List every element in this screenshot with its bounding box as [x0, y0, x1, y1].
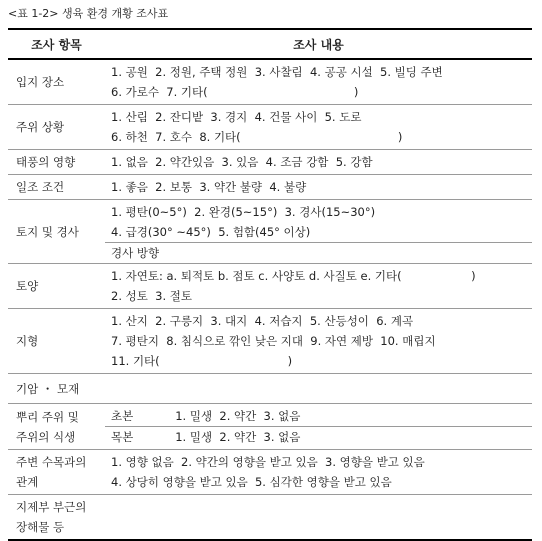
header-item: 조사 항목	[8, 29, 105, 59]
herb-line	[111, 406, 532, 426]
content-typhoon	[105, 150, 532, 175]
content-line: 11. 기타( )	[111, 354, 293, 368]
item-surroundings: 주위 상황	[8, 105, 105, 150]
content-terrain-slope	[105, 200, 532, 264]
item-obstacles	[8, 495, 105, 541]
table-row	[8, 175, 532, 200]
item-typhoon: 태풍의 영향	[8, 150, 105, 175]
content-line: 1. 산지 2. 구릉지 3. 대지 4. 저습지 5. 산등성이 6. 계곡	[111, 314, 414, 328]
content-line: 1. 자연토: a. 퇴적토 b. 점토 c. 사양토 d. 사질토 e. 기타( )	[111, 269, 476, 283]
content-surroundings	[105, 105, 532, 150]
item-root-vegetation	[8, 404, 105, 450]
content-neighbor-trees	[105, 450, 532, 495]
item-neighbor-trees	[8, 450, 105, 495]
item-line: 관계	[16, 475, 39, 489]
content-line: 6. 가로수 7. 기타( )	[111, 85, 359, 99]
item-sunlight: 일조 조건	[8, 175, 105, 200]
survey-table	[8, 28, 532, 541]
content-line: 1. 평탄(0~5°) 2. 완경(5~15°) 3. 경사(15~30°)	[111, 205, 376, 219]
tree-line	[105, 426, 532, 447]
table-row	[8, 374, 532, 404]
table-row	[8, 404, 532, 450]
item-landform: 지형	[8, 309, 105, 374]
content-line: 1. 공원 2. 정원, 주택 정원 3. 사찰림 4. 공공 시설 5. 빌딩 주변	[111, 65, 443, 79]
content-landform	[105, 309, 532, 374]
item-soil: 토양	[8, 264, 105, 309]
header-content: 조사 내용	[105, 29, 532, 59]
table-row	[8, 59, 532, 105]
table-row	[8, 450, 532, 495]
content-bedrock	[105, 374, 532, 404]
content-sunlight	[105, 175, 532, 200]
content-obstacles	[105, 495, 532, 541]
tree-label: 목본	[111, 430, 134, 444]
content-line: 4. 급경(30° ~45°) 5. 험함(45° 이상)	[111, 225, 311, 239]
content-line: 7. 평탄지 8. 침식으로 깎인 낮은 지대 9. 자연 제방 10. 매립지	[111, 334, 436, 348]
item-line: 주변 수목과의	[16, 455, 87, 469]
herb-label: 초본	[111, 409, 134, 423]
content-location	[105, 59, 532, 105]
table-row	[8, 200, 532, 264]
content-line: 1. 영향 없음 2. 약간의 영향을 받고 있음 3. 영향을 받고 있음	[111, 455, 425, 469]
item-terrain-slope: 토지 및 경사	[8, 200, 105, 264]
item-line: 뿌리 주위 및	[16, 409, 79, 424]
tree-options: 1. 밀생 2. 약간 3. 없음	[175, 430, 301, 444]
content-root-vegetation	[105, 404, 532, 450]
item-line: 장해물 등	[16, 520, 65, 534]
table-row	[8, 150, 532, 175]
content-line: 6. 하천 7. 호수 8. 기타( )	[111, 130, 403, 144]
item-line: 주위의 식생	[16, 429, 76, 444]
herb-options: 1. 밀생 2. 약간 3. 없음	[175, 409, 301, 423]
table-row	[8, 264, 532, 309]
content-line: 2. 성토 3. 절토	[111, 289, 193, 303]
table-caption: <표 1-2> 생육 환경 개황 조사표	[8, 7, 169, 20]
content-line: 1. 없음 2. 약간있음 3. 있음 4. 조금 강함 5. 강함	[111, 155, 373, 169]
content-soil	[105, 264, 532, 309]
table-row	[8, 309, 532, 374]
content-line: 4. 상당히 영향을 받고 있음 5. 심각한 영향을 받고 있음	[111, 475, 392, 489]
table-header-row	[8, 29, 532, 59]
table-row	[8, 495, 532, 541]
item-line: 지제부 부근의	[16, 500, 87, 514]
slope-direction-label: 경사 방향	[105, 242, 532, 263]
item-bedrock: 기암 ・ 모재	[8, 374, 105, 404]
table-row	[8, 105, 532, 150]
content-line: 1. 산림 2. 잔디밭 3. 경지 4. 건물 사이 5. 도로	[111, 110, 362, 124]
content-line: 1. 좋음 2. 보통 3. 약간 불량 4. 불량	[111, 180, 307, 194]
item-location: 입지 장소	[8, 59, 105, 105]
